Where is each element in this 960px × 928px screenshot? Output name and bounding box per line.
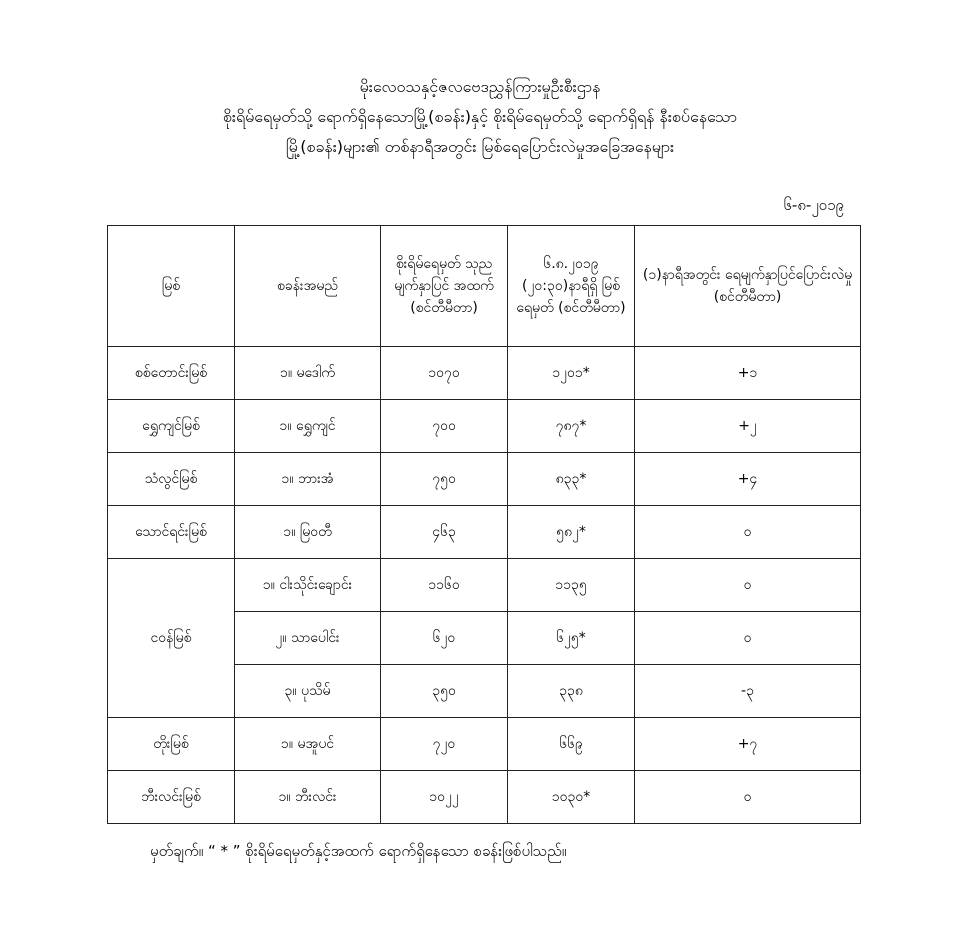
hourly-change-cell: ၀ (635, 771, 861, 824)
river-name-cell: တိုးမြစ် (108, 718, 235, 771)
table-row (108, 506, 861, 559)
footnote: မှတ်ချက်။ “ * ” စိုးရိမ်ရေမှတ်နှင့်အထက် ရောက်ရှိနေသော စခန်းဖြစ်ပါသည်။ (150, 842, 567, 860)
danger-level-cell: ၁၀၂၂ (381, 771, 508, 824)
header-current-level: ၆.၈.၂၀၁၉ (၂၀:၃၀)နာရီရှိ မြစ်ရေမှတ် (စင်တီမီတာ) (508, 226, 635, 347)
title-line-subject: စိုးရိမ်ရေမှတ်သို့ ရောက်ရှိနေသောမြို့(စခန်း)နှင့် စိုးရိမ်ရေမှတ်သို့ ရောက်ရှိရန် နီးစပ်နေသော (222, 107, 738, 126)
current-level-cell: ၈၃၃* (508, 453, 635, 506)
river-name-cell: ဘီးလင်းမြစ် (108, 771, 235, 824)
hourly-change-cell: ၀ (635, 612, 861, 665)
river-name-cell: ငဝန်မြစ် (108, 559, 235, 718)
current-level-cell: ၇၈၇* (508, 400, 635, 453)
current-level-cell: ၆၂၅* (508, 612, 635, 665)
station-name-cell: ၃။ ပုသိမ် (235, 665, 381, 718)
station-name-cell: ၂။ သာပေါင်း (235, 612, 381, 665)
table-body (108, 347, 861, 824)
current-level-cell: ၆၆၉ (508, 718, 635, 771)
hourly-change-cell: ၀ (635, 559, 861, 612)
table-row (108, 771, 861, 824)
station-name-cell: ၁။ ဘီးလင်း (235, 771, 381, 824)
river-name-cell: ရွှေကျင်မြစ် (108, 400, 235, 453)
danger-level-cell: ၇၂၀ (381, 718, 508, 771)
table-row (108, 453, 861, 506)
river-name-cell: သောင်ရင်းမြစ် (108, 506, 235, 559)
document-title (0, 72, 960, 162)
hourly-change-cell: +၄ (635, 453, 861, 506)
current-level-cell: ၅၈၂* (508, 506, 635, 559)
header-station: စခန်းအမည် (235, 226, 381, 347)
danger-level-cell: ၇၅၀ (381, 453, 508, 506)
table-row (108, 400, 861, 453)
hourly-change-cell: +၂ (635, 400, 861, 453)
current-level-cell: ၁၀၃၀* (508, 771, 635, 824)
title-line-subject-continued: မြို့(စခန်း)များ၏ တစ်နာရီအတွင်း မြစ်ရေပြောင်းလဲမှုအခြေအနေများ (285, 137, 675, 156)
hourly-change-cell: ၀ (635, 506, 861, 559)
station-name-cell: ၁။ ရွှေကျင် (235, 400, 381, 453)
station-name-cell: ၁။ မြဝတီ (235, 506, 381, 559)
current-level-cell: ၁၁၃၅ (508, 559, 635, 612)
header-danger-level: စိုးရိမ်ရေမှတ် သုညမျက်နှာပြင် အထက် (စင်တီမီတာ) (381, 226, 508, 347)
current-level-cell: ၁၂၀၁* (508, 347, 635, 400)
hourly-change-cell: +၇ (635, 718, 861, 771)
title-line-department: မိုးလေဝသနှင့်ဇလဗေဒညွှန်ကြားမှုဦးစီးဌာန (359, 77, 601, 96)
table-row (108, 718, 861, 771)
current-level-cell: ၃၃၈ (508, 665, 635, 718)
hourly-change-cell: -၃ (635, 665, 861, 718)
station-name-cell: ၁။ ဘားအံ (235, 453, 381, 506)
header-river: မြစ် (108, 226, 235, 347)
hourly-change-cell: +၁ (635, 347, 861, 400)
danger-level-cell: ၆၂၀ (381, 612, 508, 665)
station-name-cell: ၁။ မဒေါက် (235, 347, 381, 400)
header-hourly-change: (၁)နာရီအတွင်း ရေမျက်နှာပြင်ပြောင်းလဲမှု (စင်တီမီတာ) (635, 226, 861, 347)
document-date: ၆-၈-၂၀၁၉ (783, 196, 844, 214)
river-name-cell: စစ်တောင်းမြစ် (108, 347, 235, 400)
danger-level-cell: ၇၀၀ (381, 400, 508, 453)
danger-level-cell: ၃၅၀ (381, 665, 508, 718)
river-level-table (107, 225, 861, 824)
river-name-cell: သံလွင်မြစ် (108, 453, 235, 506)
table-row (108, 559, 861, 612)
station-name-cell: ၁။ ငါးသိုင်းချောင်း (235, 559, 381, 612)
danger-level-cell: ၁၁၆၀ (381, 559, 508, 612)
table-header-row (108, 226, 861, 347)
danger-level-cell: ၁၀၇၀ (381, 347, 508, 400)
station-name-cell: ၁။ မအူပင် (235, 718, 381, 771)
table-row (108, 347, 861, 400)
danger-level-cell: ၄၆၃ (381, 506, 508, 559)
